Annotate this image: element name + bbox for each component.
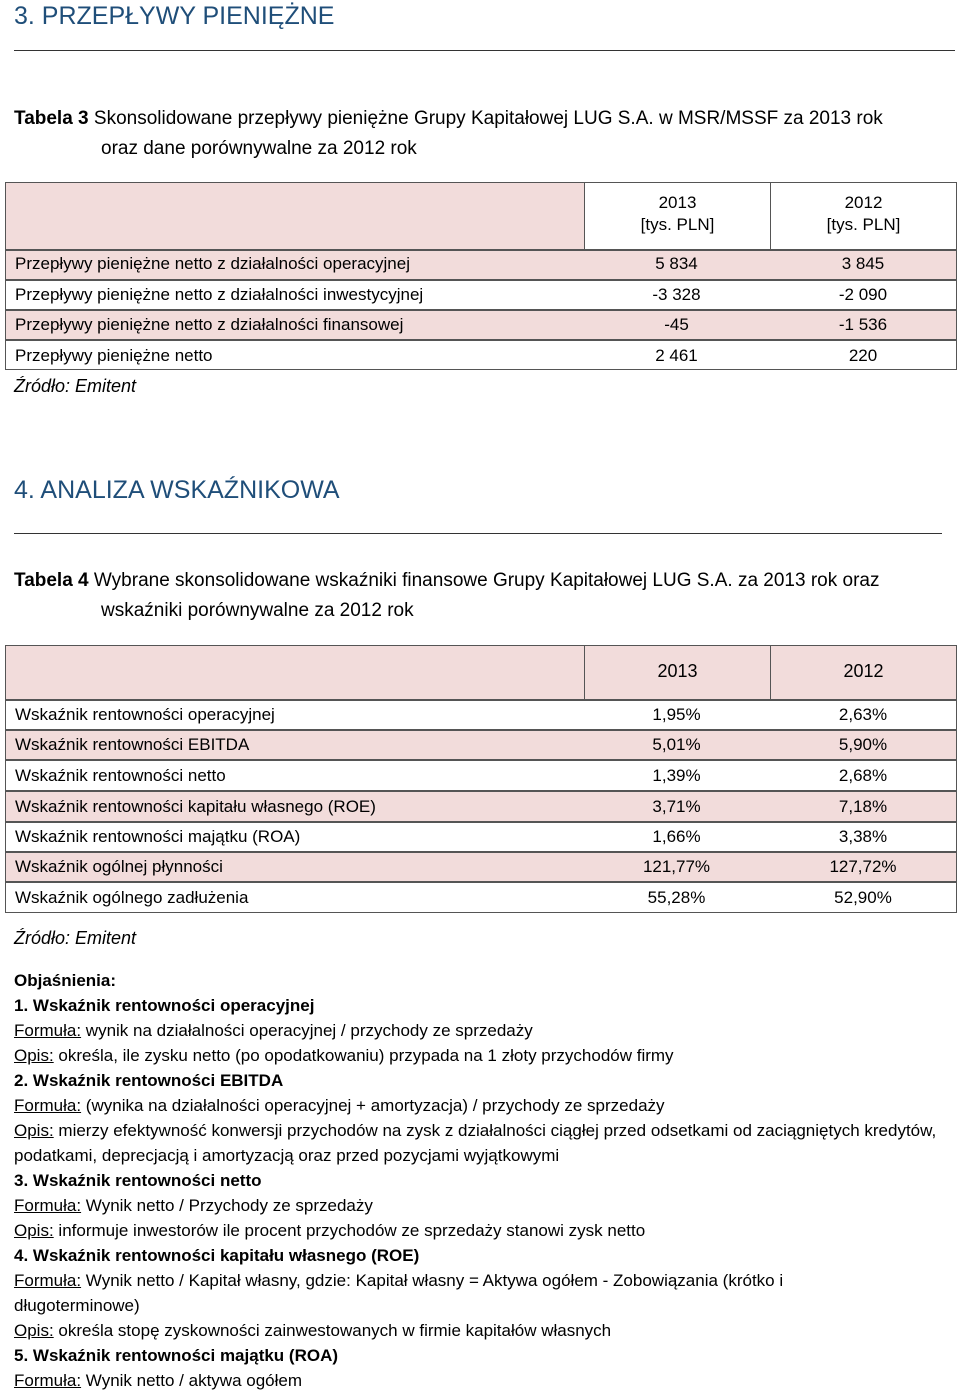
formula-label: Formuła: [14, 1271, 82, 1290]
opis-text: informuje inwestorów ile procent przychodów ze sprzedaży stanowi zysk netto [53, 1221, 646, 1240]
note-title: 5. Wskaźnik rentowności majątku (ROA) [14, 1346, 339, 1365]
table-row [5, 342, 957, 370]
table-row [5, 281, 957, 309]
table-row [5, 762, 957, 790]
value-2012: 52,90% [834, 888, 892, 907]
opis-label: Opis: [14, 1321, 54, 1340]
value-2012: -2 090 [838, 285, 888, 304]
row-label: Przepływy pieniężne netto z działalności operacyjnej [15, 254, 410, 273]
opis-text: określa, ile zysku netto (po opodatkowaniu) przypada na 1 złoty przychodów firmy [53, 1046, 674, 1065]
note-opis [14, 1043, 949, 1068]
value-2013: 5,01% [652, 735, 701, 754]
notes-section [14, 968, 949, 1393]
note-title: 2. Wskaźnik rentowności EBITDA [14, 1071, 284, 1090]
value-2012: -1 536 [838, 315, 888, 334]
row-label: Przepływy pieniężne netto z działalności finansowej [15, 315, 404, 334]
row-label: Wskaźnik rentowności kapitału własnego (ROE) [15, 797, 376, 816]
note-formula [14, 1093, 949, 1118]
opis-label: Opis: [14, 1046, 54, 1065]
value-2013: -45 [664, 315, 689, 334]
formula-text: Wynik netto / aktywa ogółem [81, 1371, 303, 1390]
value-2012: 7,18% [838, 797, 888, 816]
section-3-rule [14, 50, 955, 51]
row-label: Przepływy pieniężne netto [15, 346, 213, 365]
table-4-col-header-2012: 2012 [843, 661, 884, 681]
notes-heading: Objaśnienia: [14, 971, 117, 990]
note-title: 3. Wskaźnik rentowności netto [14, 1171, 262, 1190]
row-label: Wskaźnik rentowności netto [15, 766, 226, 785]
note-title: 4. Wskaźnik rentowności kapitału własnego (ROE) [14, 1246, 420, 1265]
opis-text: określa stopę zyskowności zainwestowanych w firmie kapitałów własnych [53, 1321, 612, 1340]
table-4-caption-line2: wskaźniki porównywalne za 2012 rok [101, 600, 414, 621]
table-3-caption-label: Tabela 3 [14, 108, 89, 129]
value-2012: 3 845 [841, 254, 885, 273]
value-2013: 55,28% [647, 888, 706, 907]
value-2013: 1,66% [652, 827, 701, 846]
section-3-title: 3. PRZEPŁYWY PIENIĘŻNE [14, 2, 335, 30]
opis-text: mierzy efektywność konwersji przychodów na zysk z działalności ciągłej przed odsetkami od zaciągniętych kredytów, podatkami, deprecjacją i amortyzacją oraz przed pozycjami wyjątkowymi [14, 1121, 937, 1165]
value-2013: 1,95% [652, 705, 701, 724]
row-label: Przepływy pieniężne netto z działalności inwestycyjnej [15, 285, 424, 304]
formula-text: wynik na działalności operacyjnej / przychody ze sprzedaży [81, 1021, 533, 1040]
table-row [5, 701, 957, 729]
table-3-source: Źródło: Emitent [14, 376, 137, 396]
table-3-col-header-2012: 2012 [tys. PLN] [826, 193, 901, 234]
table-row [5, 823, 957, 851]
note-opis [14, 1318, 949, 1343]
row-label: Wskaźnik rentowności EBITDA [15, 735, 250, 754]
formula-text: (wynika na działalności operacyjnej + amortyzacja) / przychody ze sprzedaży [81, 1096, 665, 1115]
note-formula [14, 1193, 949, 1218]
table-row [5, 311, 957, 339]
table-row [5, 853, 957, 881]
note-title: 1. Wskaźnik rentowności operacyjnej [14, 996, 315, 1015]
table-3-caption-line1: Skonsolidowane przepływy pieniężne Grupy Kapitałowej LUG S.A. w MSR/MSSF za 2013 rok [88, 108, 883, 129]
formula-label: Formuła: [14, 1096, 82, 1115]
table-3-caption [14, 104, 954, 164]
table-row [5, 793, 957, 821]
table-row [5, 884, 957, 912]
formula-label: Formuła: [14, 1021, 82, 1040]
row-label: Wskaźnik ogólnej płynności [15, 857, 223, 876]
value-2013: 121,77% [642, 857, 711, 876]
value-2012: 2,68% [838, 766, 888, 785]
row-label: Wskaźnik rentowności operacyjnej [15, 705, 275, 724]
formula-text: Wynik netto / Przychody ze sprzedaży [81, 1196, 373, 1215]
formula-label: Formuła: [14, 1196, 82, 1215]
note-formula [14, 1368, 949, 1393]
row-label: Wskaźnik ogólnego zadłużenia [15, 888, 249, 907]
table-row [5, 731, 957, 759]
formula-text: Wynik netto / Kapitał własny, gdzie: Kapitał własny = Aktywa ogółem - Zobowiązania (krótko i długoterminowe) [14, 1271, 784, 1315]
value-2012: 127,72% [829, 857, 897, 876]
table-4-caption [14, 566, 954, 626]
table-4-source: Źródło: Emitent [14, 928, 137, 948]
formula-label: Formuła: [14, 1371, 82, 1390]
section-4-rule [14, 533, 942, 534]
value-2013: 1,39% [652, 766, 701, 785]
note-opis [14, 1118, 949, 1168]
note-formula [14, 1018, 949, 1043]
value-2013: 5 834 [655, 254, 698, 273]
table-4-caption-label: Tabela 4 [14, 570, 89, 591]
opis-label: Opis: [14, 1221, 54, 1240]
section-4-title: 4. ANALIZA WSKAŹNIKOWA [14, 476, 340, 504]
value-2013: 3,71% [652, 797, 701, 816]
opis-label: Opis: [14, 1121, 54, 1140]
value-2013: 2 461 [655, 346, 698, 365]
table-4-caption-line1: Wybrane skonsolidowane wskaźniki finansowe Grupy Kapitałowej LUG S.A. za 2013 rok oraz [88, 570, 880, 591]
table-4-col-header-2013: 2013 [657, 661, 698, 681]
value-2012: 5,90% [838, 735, 888, 754]
table-3-col-header-2013: 2013 [tys. PLN] [640, 193, 715, 234]
note-opis [14, 1218, 949, 1243]
table-3-caption-line2: oraz dane porównywalne za 2012 rok [101, 138, 417, 159]
value-2013: -3 328 [652, 285, 701, 304]
value-2012: 220 [848, 346, 878, 365]
note-formula [14, 1268, 884, 1318]
value-2012: 2,63% [838, 705, 888, 724]
value-2012: 3,38% [838, 827, 888, 846]
row-label: Wskaźnik rentowności majątku (ROA) [15, 827, 301, 846]
table-row [5, 250, 957, 278]
